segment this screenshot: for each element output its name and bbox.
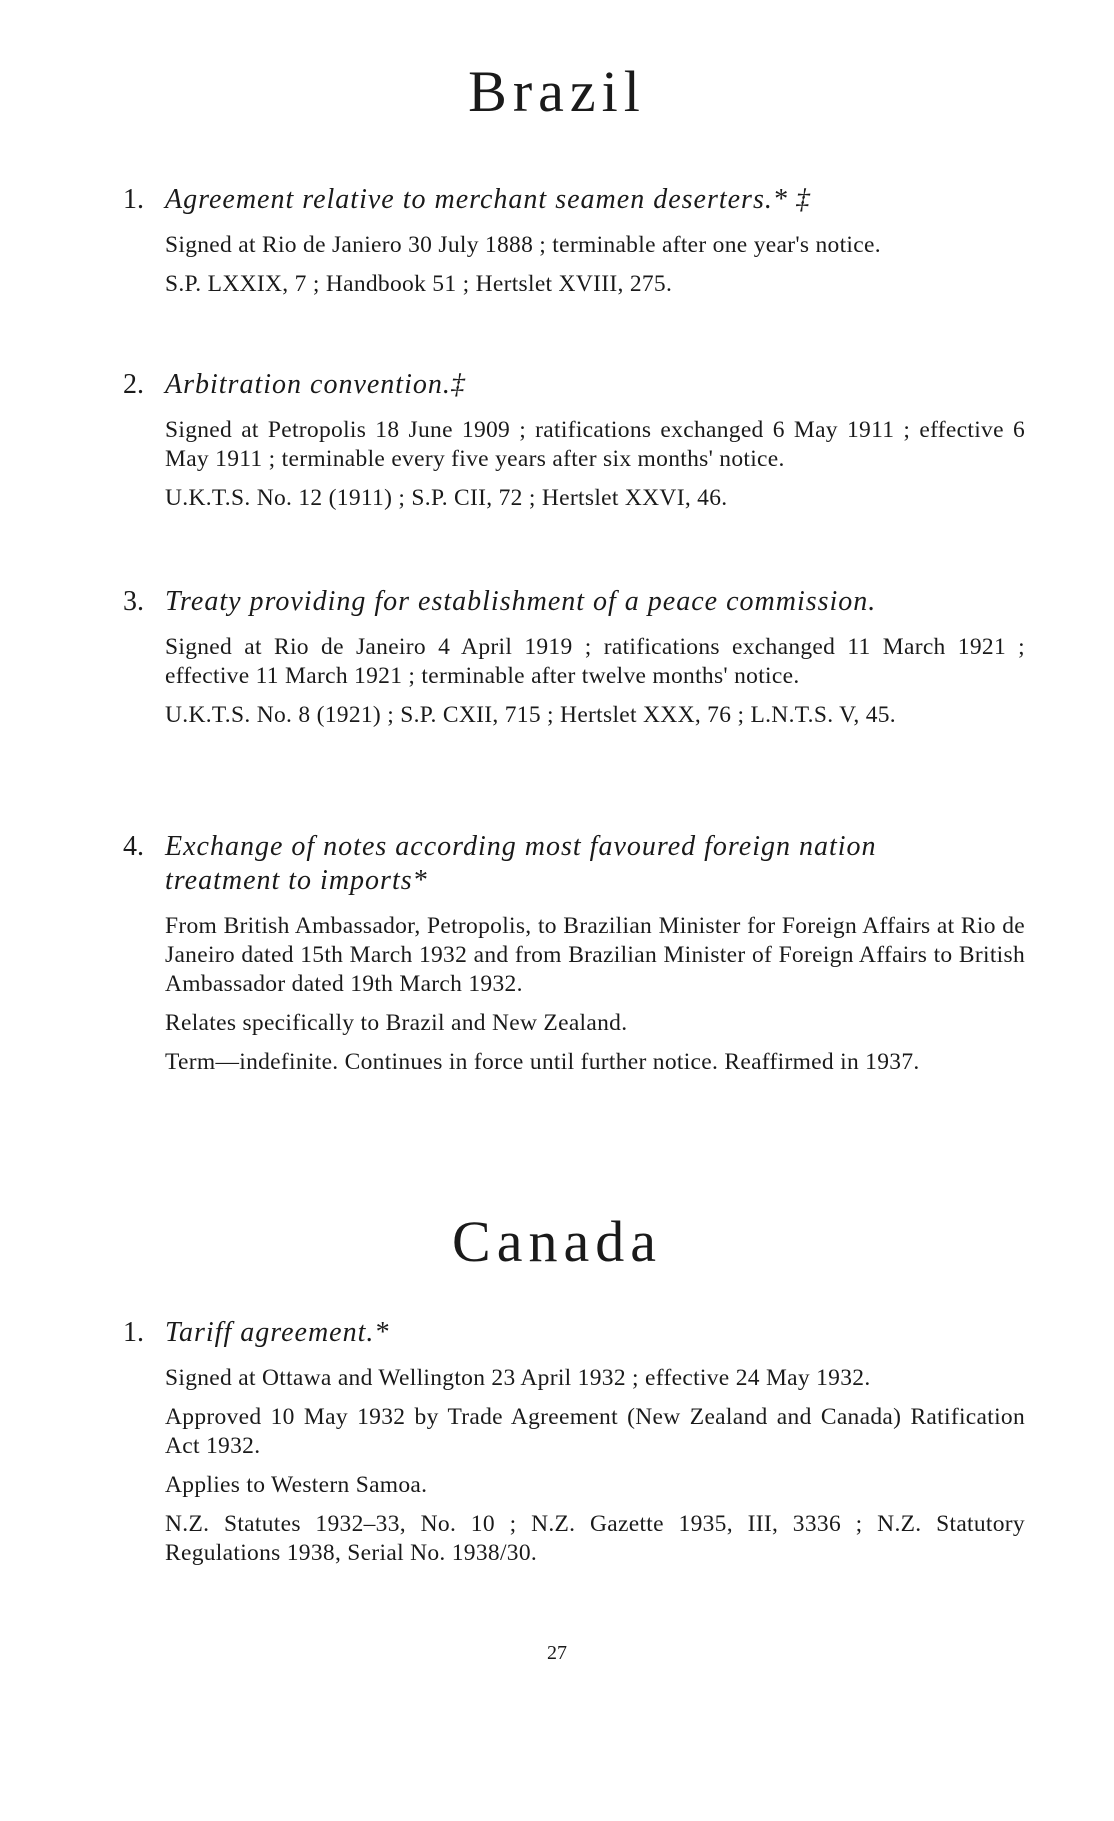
entry-references: U.K.T.S. No. 12 (1911) ; S.P. CII, 72 ; Hertslet XXVI, 46. bbox=[165, 485, 728, 511]
entry-title: Exchange of notes according most favoured foreign nation treatment to imports* bbox=[165, 831, 877, 896]
entry-number: 3. bbox=[123, 586, 144, 617]
entry-paragraph: Term—indefinite. Continues in force until further notice. Reaffirmed in 1937. bbox=[165, 1049, 920, 1075]
entry-number: 1. bbox=[123, 1317, 144, 1348]
entry-number: 1. bbox=[123, 184, 144, 215]
entry-header bbox=[123, 183, 983, 217]
entry-paragraph: Signed at Petropolis 18 June 1909 ; ratifications exchanged 6 May 1911 ; effective 6 May 1911 ; terminable every five years after six months' notice. bbox=[165, 417, 1025, 472]
entry-title: Treaty providing for establishment of a peace commission. bbox=[165, 586, 877, 617]
treaty-entry bbox=[123, 830, 1025, 1087]
entry-header bbox=[123, 830, 983, 898]
treaty-entry bbox=[123, 585, 1025, 740]
entry-header bbox=[123, 1316, 983, 1350]
treaty-entry bbox=[123, 1316, 1025, 1578]
entry-paragraph: From British Ambassador, Petropolis, to Brazilian Minister for Foreign Affairs at Rio de Janeiro dated 15th March 1932 and from Brazilian Minister of Foreign Affairs to British Ambassador dated 19th March 1932. bbox=[165, 913, 1025, 997]
entry-title: Tariff agreement.* bbox=[165, 1317, 390, 1348]
treaty-entry bbox=[123, 368, 1025, 523]
entry-title: Arbitration convention.‡ bbox=[165, 369, 466, 400]
entry-references: N.Z. Statutes 1932–33, No. 10 ; N.Z. Gazette 1935, III, 3336 ; N.Z. Statutory Regulations 1938, Serial No. 1938/30. bbox=[165, 1511, 1025, 1566]
entry-header bbox=[123, 585, 983, 619]
entry-number: 4. bbox=[123, 831, 144, 862]
entry-header bbox=[123, 368, 983, 402]
entry-paragraph: Approved 10 May 1932 by Trade Agreement (New Zealand and Canada) Ratification Act 1932. bbox=[165, 1404, 1025, 1459]
page-number: 27 bbox=[547, 1642, 567, 1664]
treaty-entry bbox=[123, 183, 1025, 309]
section-heading-brazil: Brazil bbox=[468, 59, 646, 124]
entry-paragraph: Signed at Rio de Janiero 30 July 1888 ; terminable after one year's notice. bbox=[165, 232, 881, 258]
entry-paragraph: Signed at Rio de Janeiro 4 April 1919 ; ratifications exchanged 11 March 1921 ; effective 11 March 1921 ; terminable after twelve months' notice. bbox=[165, 634, 1025, 689]
entry-paragraph: Signed at Ottawa and Wellington 23 April 1932 ; effective 24 May 1932. bbox=[165, 1365, 871, 1391]
section-heading-canada: Canada bbox=[452, 1209, 662, 1274]
entry-references: U.K.T.S. No. 8 (1921) ; S.P. CXII, 715 ; Hertslet XXX, 76 ; L.N.T.S. V, 45. bbox=[165, 702, 896, 728]
entry-number: 2. bbox=[123, 369, 144, 400]
entry-paragraph: Applies to Western Samoa. bbox=[165, 1472, 428, 1498]
entry-paragraph: Relates specifically to Brazil and New Zealand. bbox=[165, 1010, 628, 1036]
entry-title: Agreement relative to merchant seamen deserters.* ‡ bbox=[165, 184, 811, 215]
entry-references: S.P. LXXIX, 7 ; Handbook 51 ; Hertslet XVIII, 275. bbox=[165, 271, 673, 297]
